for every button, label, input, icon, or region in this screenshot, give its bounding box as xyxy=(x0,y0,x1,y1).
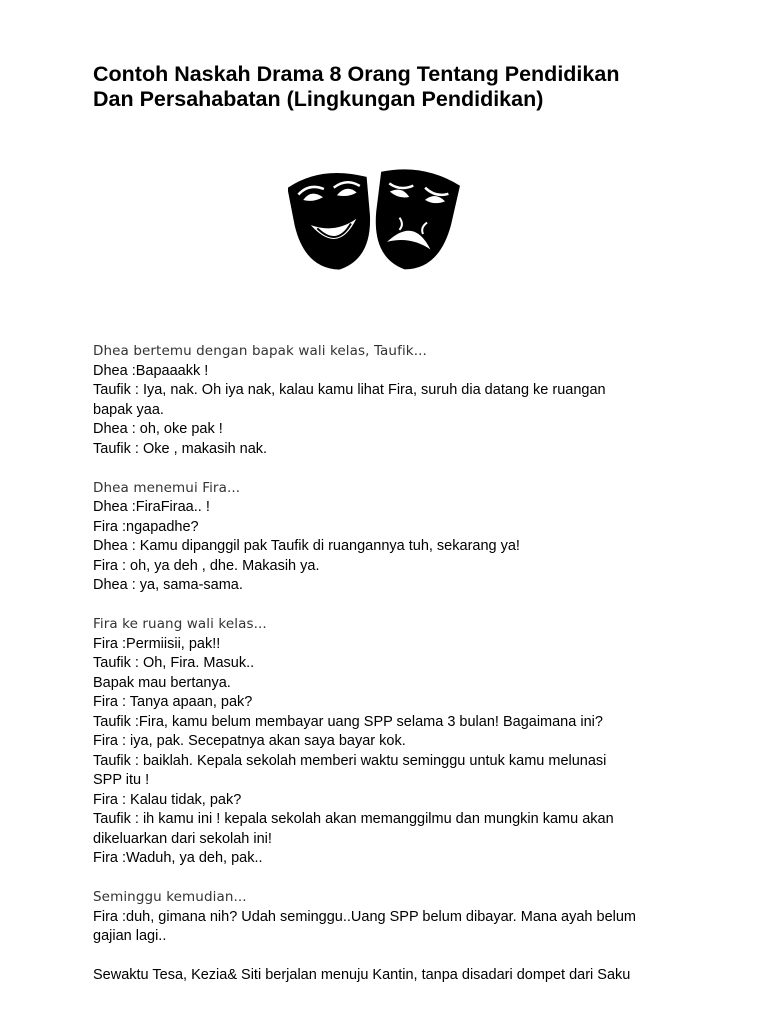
dialogue-line: Fira : iya, pak. Secepatnya akan saya bayar kok. xyxy=(93,733,406,749)
dialogue-line: Fira :Waduh, ya deh, pak.. xyxy=(93,850,263,866)
dialogue-line: Taufik : Iya, nak. Oh iya nak, kalau kamu lihat Fira, suruh dia datang ke ruangan xyxy=(93,382,606,398)
stage-direction: Dhea menemui Fira... xyxy=(93,479,241,496)
dialogue-line: Dhea :FiraFiraa.. ! xyxy=(93,499,210,515)
dialogue-line: Bapak mau bertanya. xyxy=(93,674,231,691)
stage-direction: Seminggu kemudian... xyxy=(93,889,247,905)
title-line-1: Contoh Naskah Drama 8 Orang Tentang Pendidikan xyxy=(93,62,620,86)
dialogue-line: Fira : Kalau tidak, pak? xyxy=(93,791,242,808)
dialogue-line: gajian lagi.. xyxy=(93,928,167,944)
dialogue-line: SPP itu ! xyxy=(93,772,150,788)
scene-3 xyxy=(93,615,693,869)
trailing-paragraph: Sewaktu Tesa, Kezia& Siti berjalan menuju Kantin, tanpa disadari dompet dari Saku xyxy=(93,967,631,983)
dialogue-line: Dhea : oh, oke pak ! xyxy=(93,421,223,437)
drama-script xyxy=(93,342,693,986)
dialogue-line: Taufik : ih kamu ini ! kepala sekolah akan memanggilmu dan mungkin kamu akan xyxy=(93,811,614,827)
dialogue-line: Dhea : ya, sama-sama. xyxy=(93,577,243,593)
title-line-2: Dan Persahabatan (Lingkungan Pendidikan) xyxy=(93,87,544,111)
dialogue-line: Fira :ngapadhe? xyxy=(93,518,199,535)
dialogue-line: bapak yaa. xyxy=(93,401,164,418)
scene-4 xyxy=(93,888,693,947)
dialogue-line: Fira : oh, ya deh , dhe. Makasih ya. xyxy=(93,557,320,574)
dialogue-line: Taufik : Oh, Fira. Masuk.. xyxy=(93,655,255,671)
dialogue-line: Fira :duh, gimana nih? Udah seminggu..Uang SPP belum dibayar. Mana ayah belum xyxy=(93,908,636,925)
dialogue-line: Fira : Tanya apaan, pak? xyxy=(93,694,253,710)
stage-direction: Dhea bertemu dengan bapak wali kelas, Taufik... xyxy=(93,343,427,359)
dialogue-line: Taufik : Oke , makasih nak. xyxy=(93,440,268,457)
dialogue-line: Dhea :Bapaaakk ! xyxy=(93,362,209,379)
document-title xyxy=(93,62,713,112)
theater-masks-icon xyxy=(288,160,460,280)
dialogue-line: Taufik : baiklah. Kepala sekolah memberi waktu seminggu untuk kamu melunasi xyxy=(93,752,607,769)
scene-1 xyxy=(93,342,693,459)
stage-direction: Fira ke ruang wali kelas... xyxy=(93,616,267,632)
scene-2 xyxy=(93,479,693,596)
dialogue-line: Fira :Permiisii, pak!! xyxy=(93,635,221,652)
dialogue-line: dikeluarkan dari sekolah ini! xyxy=(93,830,272,847)
dialogue-line: Dhea : Kamu dipanggil pak Taufik di ruangannya tuh, sekarang ya! xyxy=(93,538,520,554)
dialogue-line: Taufik :Fira, kamu belum membayar uang SPP selama 3 bulan! Bagaimana ini? xyxy=(93,713,603,730)
